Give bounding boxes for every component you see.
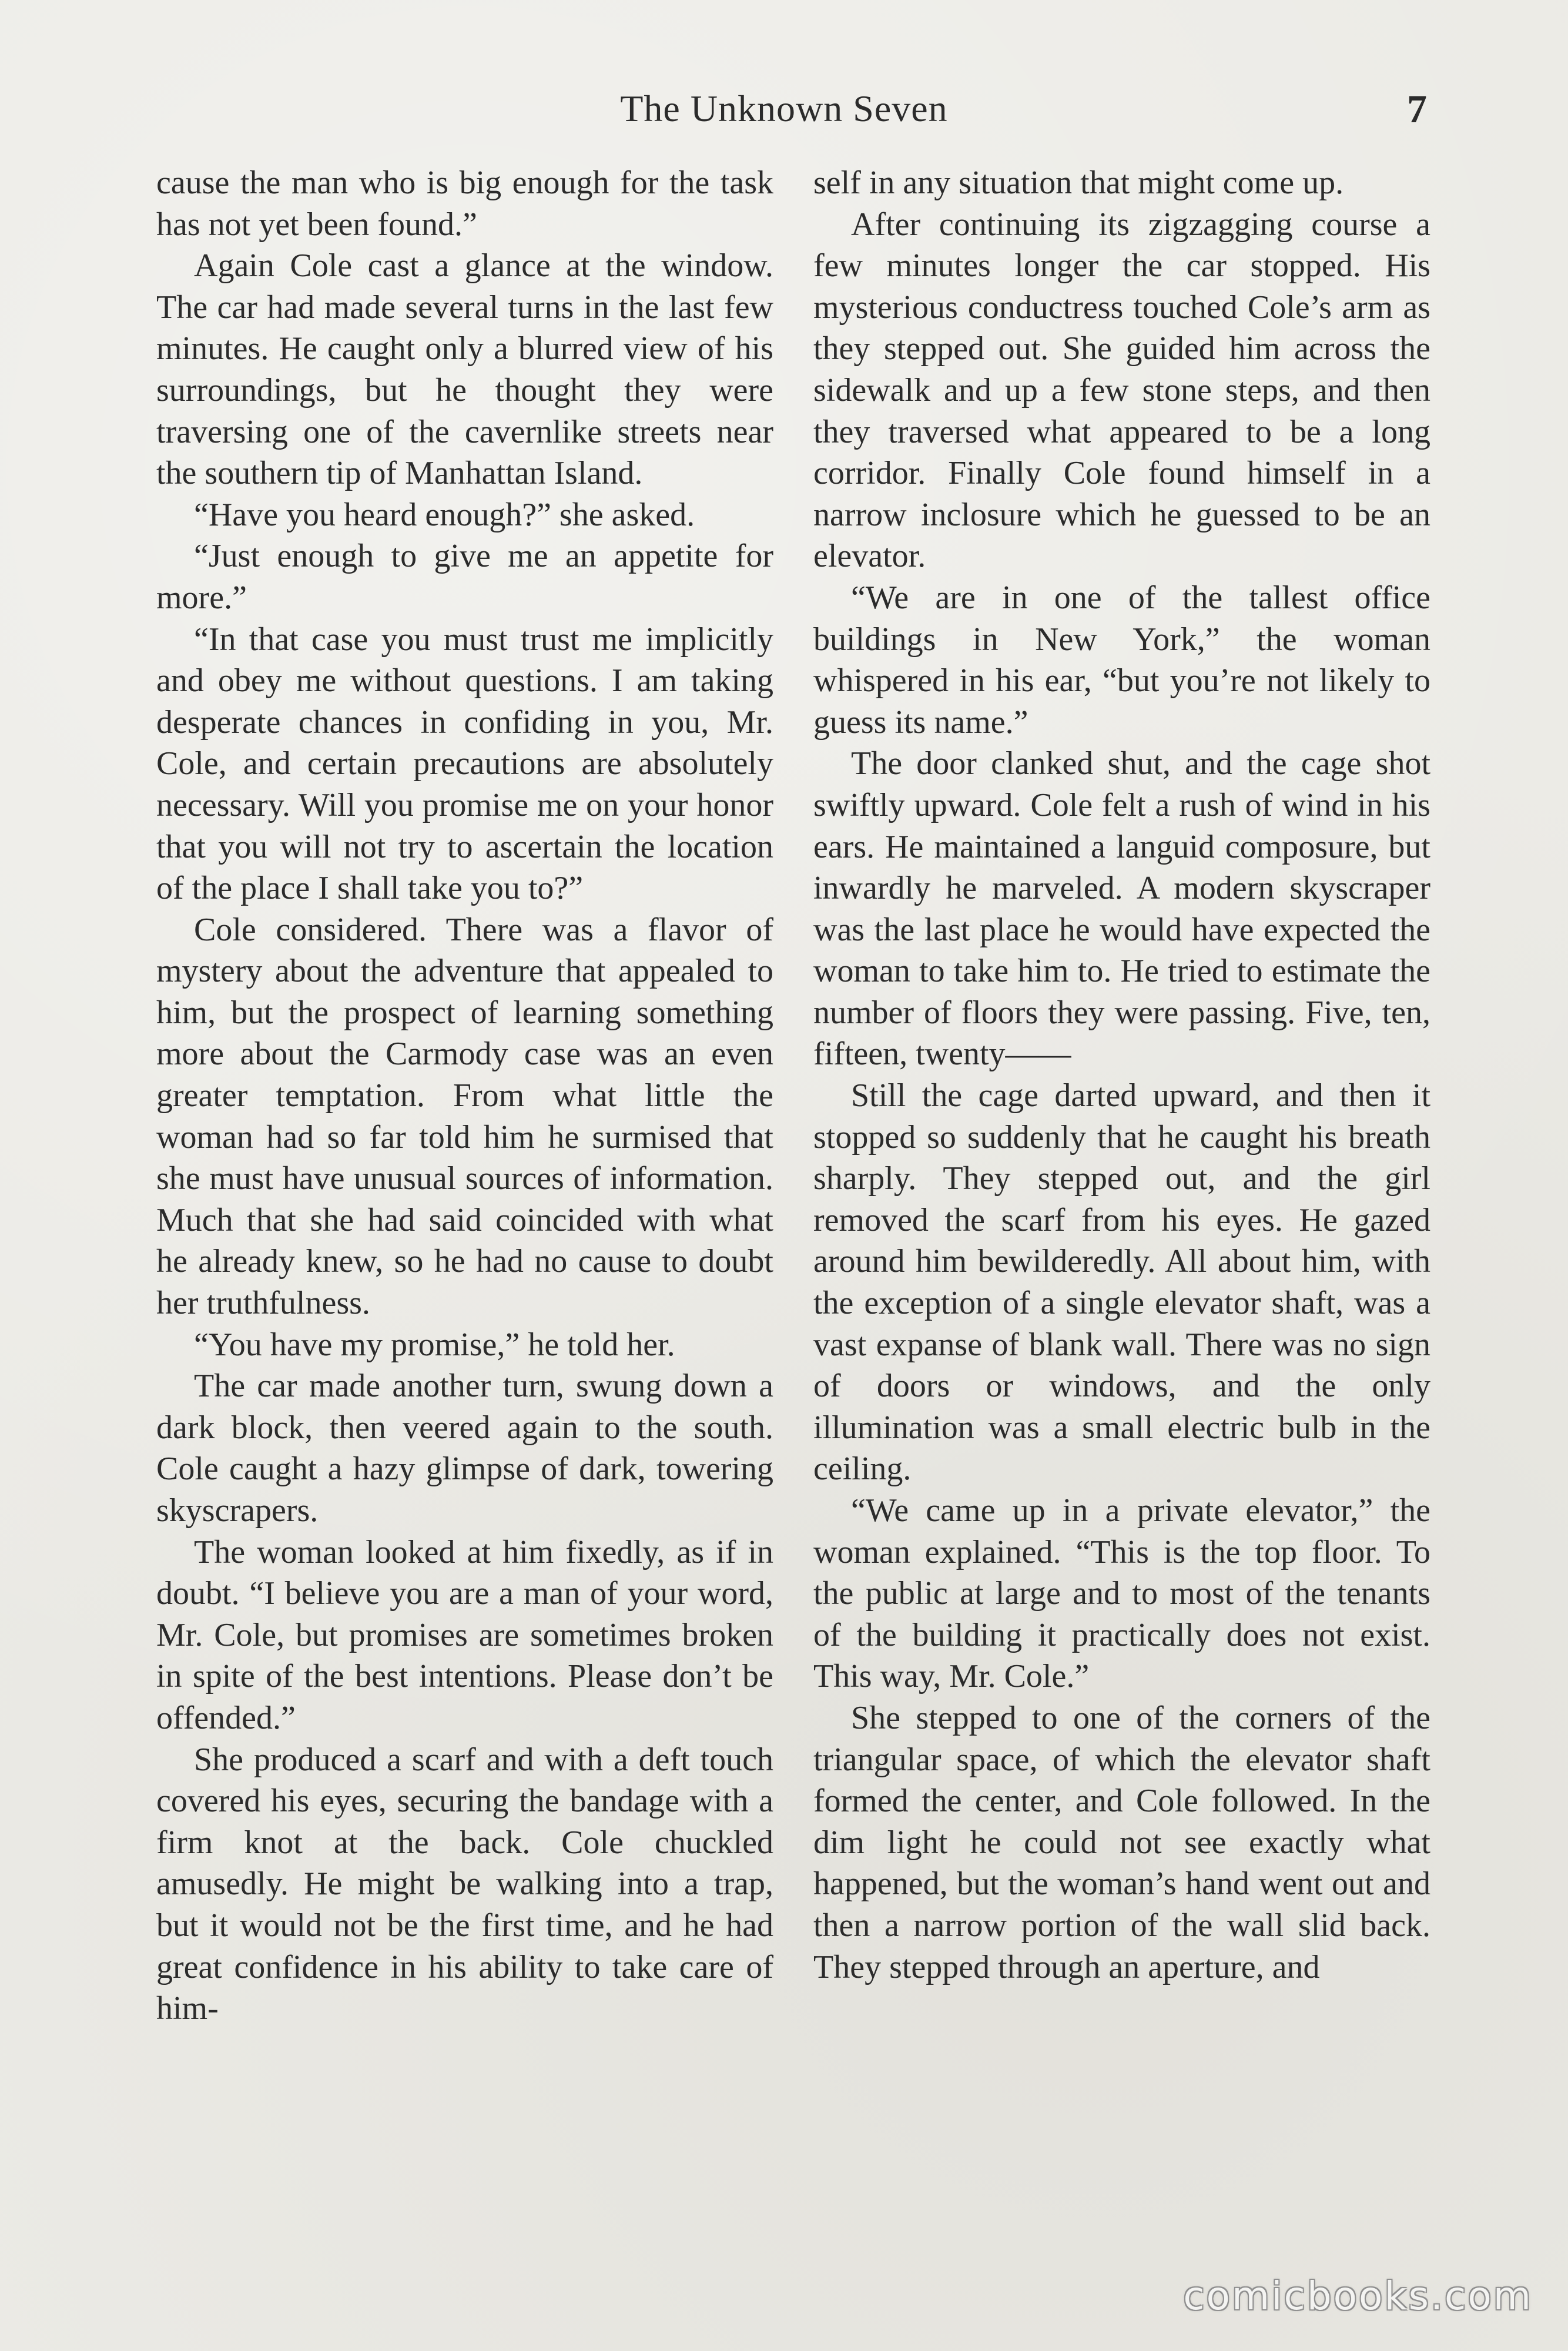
right-column xyxy=(813,162,1430,1988)
running-title: The Unknown Seven xyxy=(620,88,948,129)
paragraph: Again Cole cast a glance at the window. The car had made several turns in the last few minutes. He caught only a blurred view of his surroundings, but he thought they were traversing one of the cavernlike streets near the southern tip of Manhattan Island. xyxy=(156,247,773,492)
paragraph: The car made another turn, swung down a dark block, then veered again to the south. Cole caught a hazy glimpse of dark, towering skyscrapers. xyxy=(156,1368,773,1529)
paragraph: “You have my promise,” he told her. xyxy=(194,1326,675,1363)
paragraph: After continuing its zigzagging course a few minutes longer the car stopped. His mysterious conductress touched Cole’s arm as they stepped out. She guided him across the sidewalk and up a few stone steps, and then they traversed what appeared to be a long corridor. Finally Cole found himself in a narrow inclosure which he guessed to be an elevator. xyxy=(813,206,1430,575)
paragraph: Still the cage darted upward, and then it stopped so suddenly that he caught his breath sharply. They stepped out, and the girl removed the scarf from his eyes. He gazed around him bewilderedly. All about him, with the exception of a single elevator shaft, was a vast expanse of blank wall. There was no sign of doors or windows, and the only illumination was a small electric bulb in the ceiling. xyxy=(813,1077,1430,1488)
page-number: 7 xyxy=(1407,86,1427,131)
paragraph: Cole considered. There was a flavor of mystery about the adventure that appealed to him, but the prospect of learning something more about the Carmody case was an even greater temptation. From what little the woman had so far told him he surmised that she must have unusual sources of information. Much that she had said coincided with what he already knew, so he had no cause to doubt her truthfulness. xyxy=(156,911,773,1322)
watermark: comicbooks.com xyxy=(1183,2273,1533,2319)
paragraph: “Have you heard enough?” she asked. xyxy=(194,496,695,533)
running-head xyxy=(0,82,1568,135)
paragraph: The woman looked at him fixedly, as if in doubt. “I believe you are a man of your word, Mr. Cole, but promises are sometimes broken in spite of the best intentions. Please don’t be offended.” xyxy=(156,1533,773,1736)
paragraph: The door clanked shut, and the cage shot swiftly upward. Cole felt a rush of wind in his ears. He maintained a languid composure, but inwardly he marveled. A modern skyscraper was the last place he would have expected the woman to take him to. He tried to estimate the number of floors they were passing. Five, ten, fifteen, twenty—— xyxy=(813,745,1430,1073)
paragraph: cause the man who is big enough for the task has not yet been found.” xyxy=(156,165,773,243)
left-column xyxy=(156,162,773,2030)
paragraph: “We came up in a private elevator,” the woman explained. “This is the top floor. To the public at large and to most of the tenants of the building it practically does not exist. This way, Mr. Cole.” xyxy=(813,1492,1430,1695)
paragraph: She stepped to one of the corners of the triangular space, of which the elevator shaft formed the center, and Cole followed. In the dim light he could not see exactly what happened, but the woman’s hand went out and then a narrow portion of the wall slid back. They stepped through an aperture, and xyxy=(813,1699,1430,1985)
paragraph: “In that case you must trust me implicitly and obey me without questions. I am taking desperate chances in confiding in you, Mr. Cole, and certain precautions are absolutely necessary. Will you promise me on your honor that you will not try to ascertain the location of the place I shall take you to?” xyxy=(156,621,773,907)
paragraph: She produced a scarf and with a deft touch covered his eyes, securing the bandage with a firm knot at the back. Cole chuckled amusedly. He might be walking into a trap, but it would not be the first time, and he had great confidence in his ability to take care of him- xyxy=(156,1741,773,2027)
paragraph: self in any situation that might come up. xyxy=(813,165,1344,201)
paragraph: “We are in one of the tallest office buildings in New York,” the woman whispered in his ear, “but you’re not likely to guess its name.” xyxy=(813,579,1430,741)
paragraph: “Just enough to give me an appetite for more.” xyxy=(156,538,773,616)
